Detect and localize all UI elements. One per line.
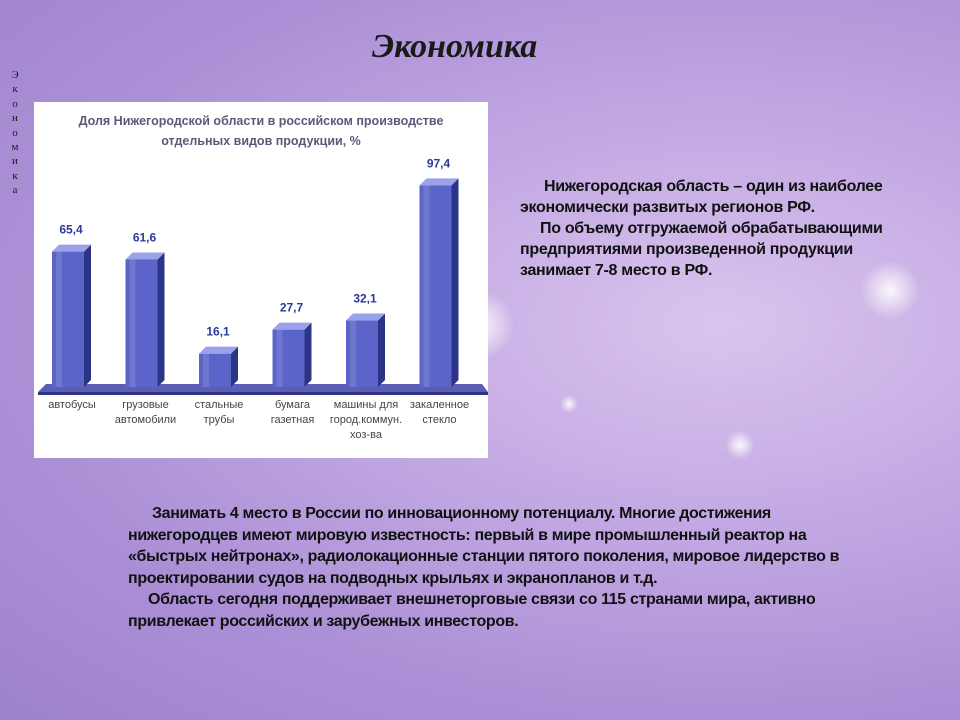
x-tick-label: автомобили — [114, 414, 177, 426]
side-label-letter: Э — [11, 69, 19, 81]
side-label-letter: о — [12, 97, 18, 110]
x-tick-label: грузовые — [122, 399, 169, 411]
side-label-letter: к — [12, 83, 18, 96]
x-tick-label: стекло — [422, 414, 457, 426]
bar-highlight — [277, 330, 283, 387]
chart-title-line-2: отдельных видов продукции, % — [161, 134, 361, 148]
bar-highlight — [203, 354, 209, 387]
bar-side — [452, 178, 459, 387]
chart-floor-edge — [38, 392, 488, 395]
text-block-innovation — [128, 503, 848, 632]
data-label: 61,6 — [132, 230, 157, 245]
x-tick-label: автобусы — [48, 399, 96, 411]
text-regional-development: Нижегородская область – один из наиболее экономически развитых регионов РФ. — [520, 178, 883, 216]
data-label: 27,7 — [279, 300, 304, 315]
side-label-letter: а — [12, 184, 18, 197]
side-label-letter: и — [12, 155, 18, 168]
text-foreign-trade: Область сегодня поддерживает внешнеторговые связи со 115 странами мира, активно привлекает российских и зарубежных инвесторов. — [128, 591, 816, 630]
side-label-letter: н — [12, 112, 18, 125]
background-sparkle — [560, 395, 578, 413]
side-label-letter: к — [12, 169, 18, 182]
bar-highlight — [350, 321, 356, 387]
bar-highlight — [56, 252, 62, 387]
background-sparkle — [725, 430, 755, 460]
x-tick-label: бумага — [274, 399, 311, 411]
x-tick-label: город.коммун. — [329, 414, 403, 426]
data-label: 16,1 — [206, 324, 230, 339]
chart-title-line-1: Доля Нижегородской области в российском производстве — [78, 114, 444, 128]
bar-highlight — [424, 185, 430, 387]
bar-side — [84, 245, 91, 387]
bar-side — [158, 252, 165, 387]
x-tick-label: трубы — [203, 414, 235, 426]
bar-side — [231, 347, 238, 387]
bar-side — [305, 323, 312, 387]
x-tick-label: закаленное — [409, 399, 470, 411]
data-label: 97,4 — [426, 156, 451, 171]
x-tick-label: стальные — [194, 399, 244, 411]
x-tick-label: газетная — [270, 414, 315, 426]
x-tick-label: машины для — [333, 399, 399, 411]
data-label: 32,1 — [353, 291, 377, 306]
slide-title: Экономика — [372, 28, 538, 65]
text-innovation-achievements: Занимать 4 место в России по инновационному потенциалу. Многие достижения нижегородцев имеют мировую известность: первый в мире промышленный реактор на «быстрых нейтронах», радиолокационные станции пятого поколения, мировое лидерство в проектировании судов на подводных крыльях и экранопланов и т.д. — [128, 505, 840, 587]
text-production-rank: По объему отгружаемой обрабатывающими предприятиями произведенной продукции занимает 7-8 место в РФ. — [520, 220, 883, 279]
side-vertical-label — [8, 68, 22, 198]
side-label-letter: о — [12, 126, 18, 139]
data-label: 65,4 — [59, 222, 83, 237]
bar-highlight — [130, 259, 136, 387]
text-block-regional-overview — [520, 176, 910, 281]
bar-chart-panel — [34, 102, 488, 458]
side-label-letter: м — [11, 141, 19, 154]
bar-chart — [34, 102, 488, 458]
bar-side — [378, 314, 385, 387]
x-tick-label: хоз-ва — [350, 429, 382, 441]
